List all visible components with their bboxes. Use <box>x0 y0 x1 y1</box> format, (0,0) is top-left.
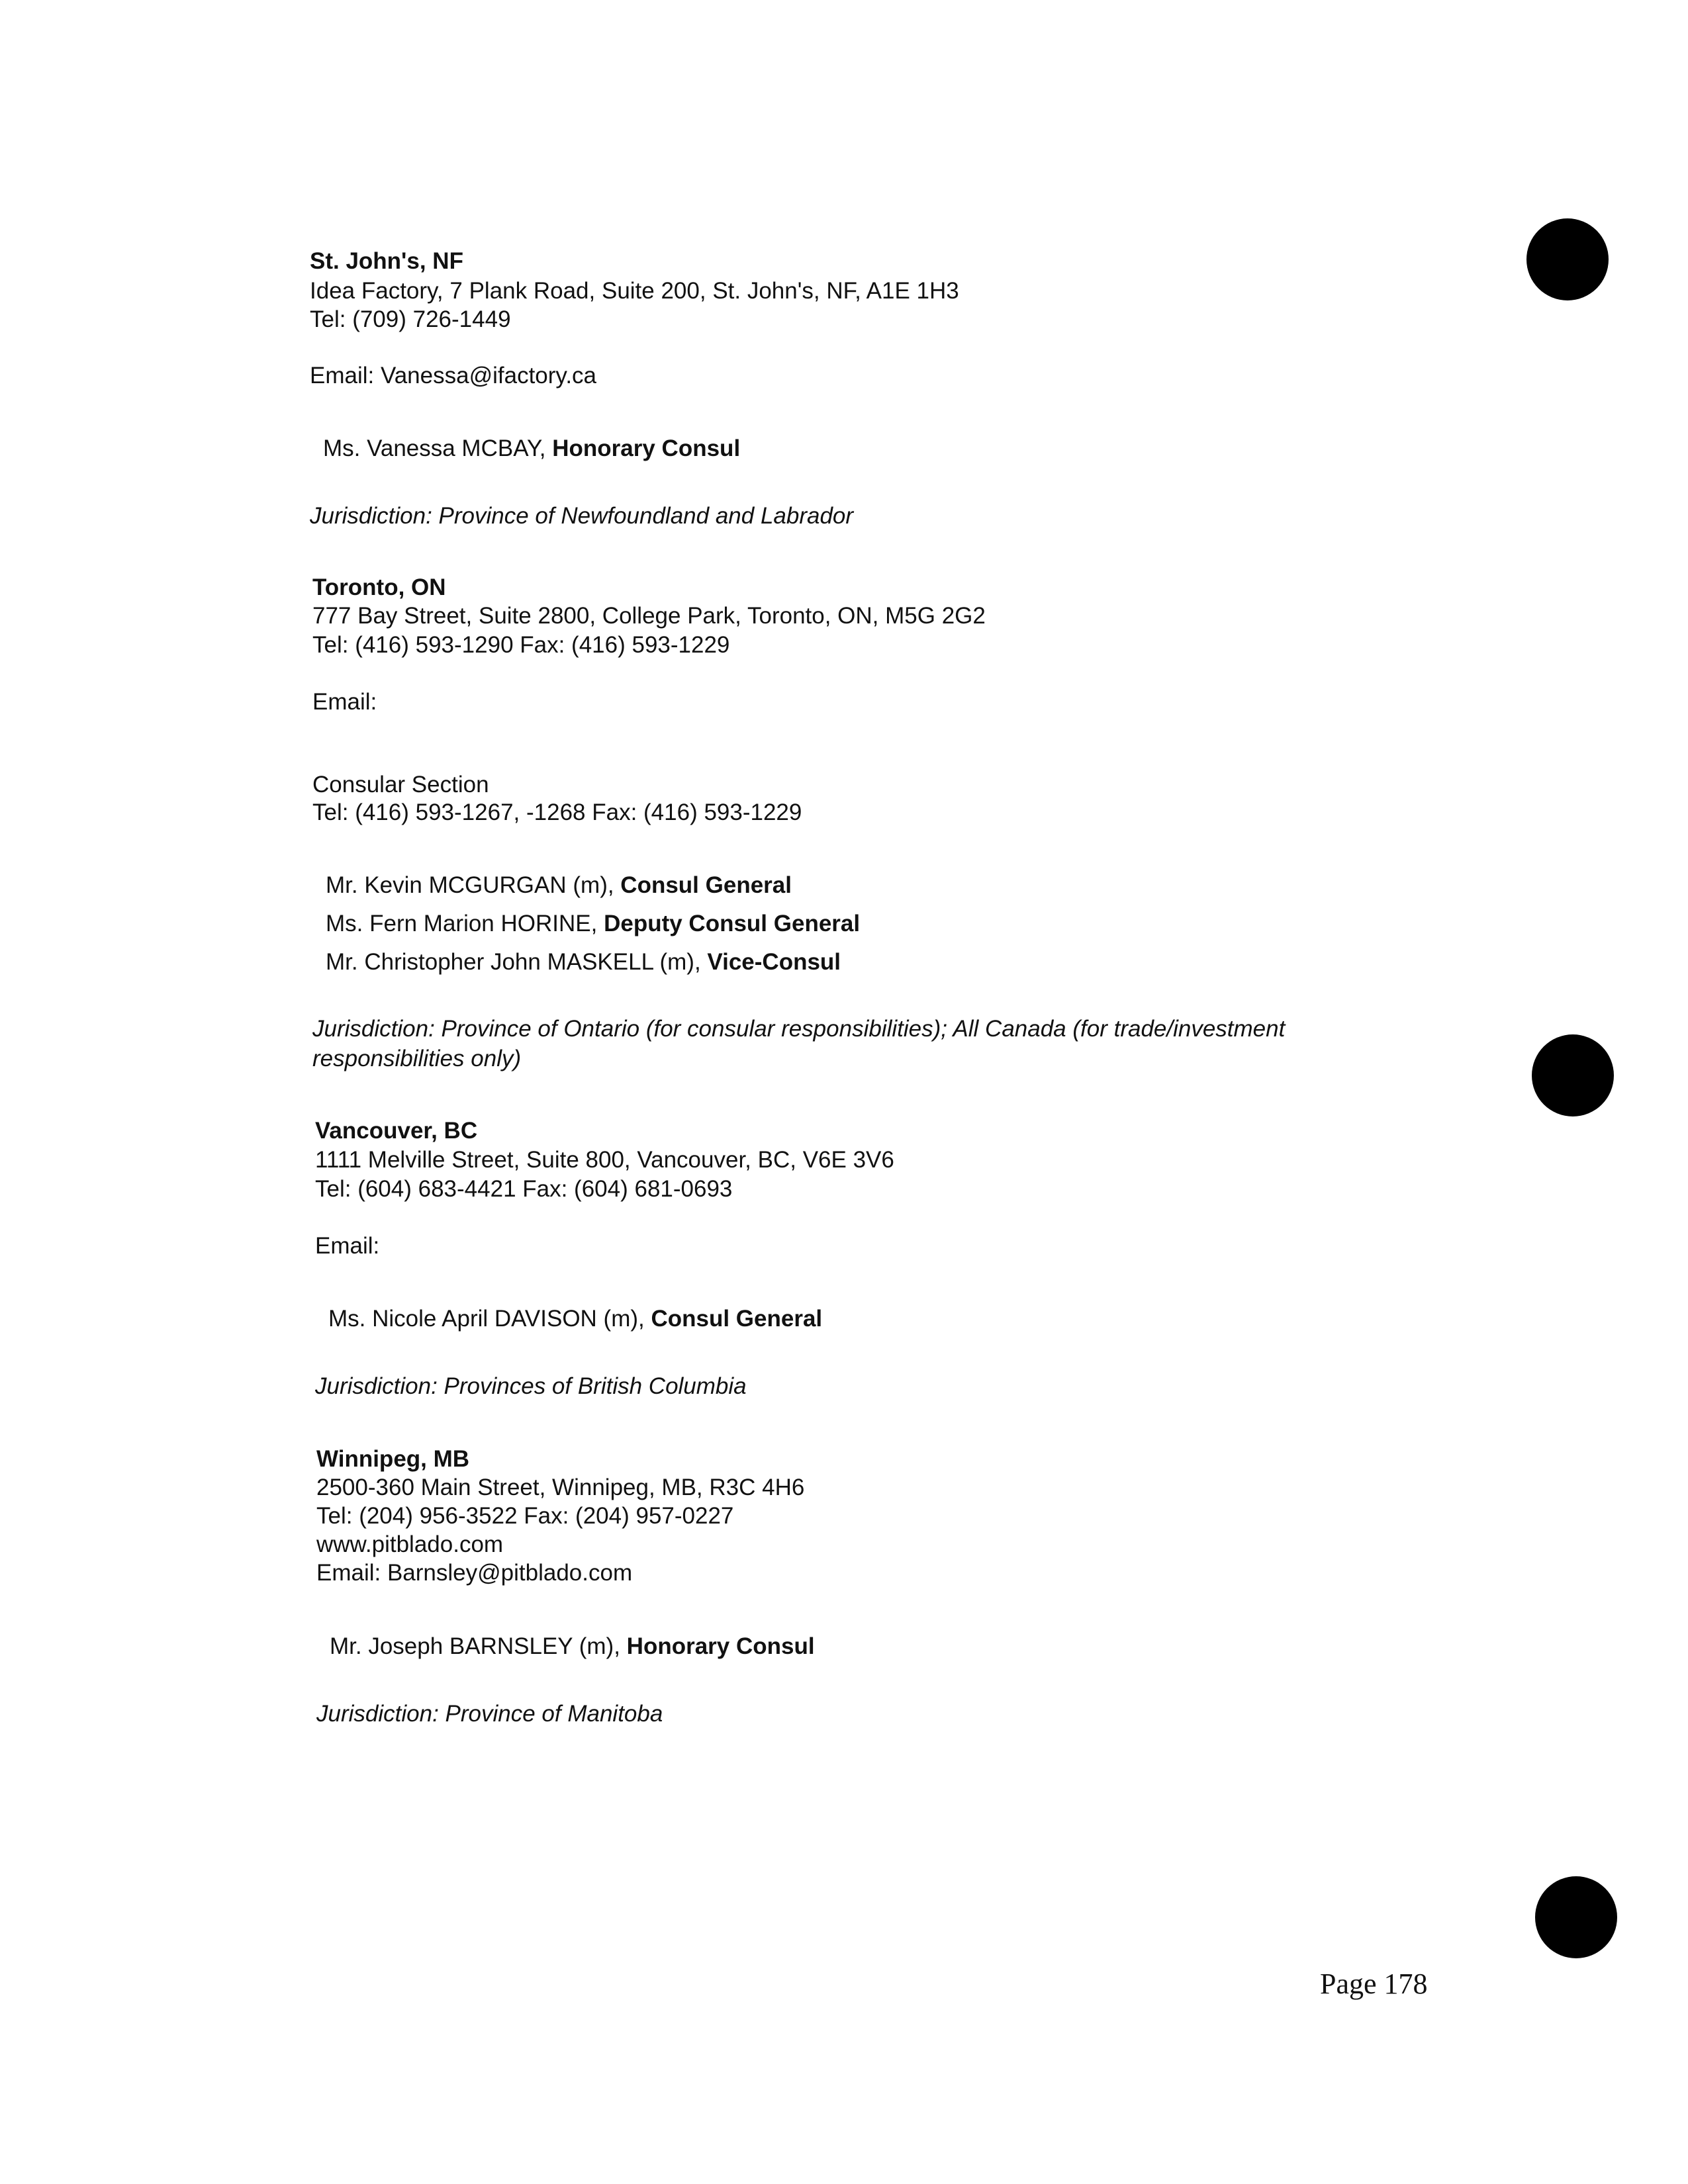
staff-member <box>326 870 792 900</box>
city-heading: Winnipeg, MB <box>316 1446 470 1472</box>
consular-section-title: Consular Section <box>312 772 489 797</box>
staff-title: Vice-Consul <box>707 949 841 975</box>
city-heading: St. John's, NF <box>310 248 463 274</box>
staff-member <box>323 433 740 463</box>
staff-member <box>328 1304 822 1334</box>
address: 2500-360 Main Street, Winnipeg, MB, R3C 4H6 <box>316 1475 805 1500</box>
telephone: Tel: (204) 956-3522 Fax: (204) 957-0227 <box>316 1503 734 1529</box>
website: www.pitblado.com <box>316 1531 504 1557</box>
punch-hole-bottom <box>1535 1876 1617 1958</box>
staff-name: Ms. Fern Marion HORINE, <box>326 911 604 936</box>
staff-member <box>330 1631 815 1661</box>
address: 1111 Melville Street, Suite 800, Vancouver, BC, V6E 3V6 <box>315 1147 894 1173</box>
staff-title: Honorary Consul <box>552 435 741 461</box>
telephone: Tel: (604) 683-4421 Fax: (604) 681-0693 <box>315 1176 733 1202</box>
city-heading: Vancouver, BC <box>315 1118 478 1144</box>
staff-member <box>326 909 860 938</box>
page-number: Page 178 <box>1320 1968 1428 2000</box>
staff-title: Honorary Consul <box>626 1633 815 1659</box>
punch-hole-middle <box>1532 1034 1614 1116</box>
staff-name: Ms. Vanessa MCBAY, <box>323 435 553 461</box>
jurisdiction: Jurisdiction: Province of Manitoba <box>316 1701 663 1727</box>
staff-member <box>326 947 841 977</box>
consular-section-telephone: Tel: (416) 593-1267, -1268 Fax: (416) 593-1229 <box>312 799 802 825</box>
jurisdiction-line-2: responsibilities only) <box>312 1046 522 1071</box>
email: Email: <box>312 689 377 715</box>
staff-title: Consul General <box>620 872 792 898</box>
staff-name: Ms. Nicole April DAVISON (m), <box>328 1306 651 1332</box>
telephone: Tel: (709) 726-1449 <box>310 306 511 332</box>
email: Email: Vanessa@ifactory.ca <box>310 363 597 388</box>
staff-name: Mr. Kevin MCGURGAN (m), <box>326 872 621 898</box>
address: 777 Bay Street, Suite 2800, College Park, Toronto, ON, M5G 2G2 <box>312 603 986 629</box>
staff-title: Consul General <box>651 1306 823 1332</box>
staff-name: Mr. Joseph BARNSLEY (m), <box>330 1633 627 1659</box>
telephone: Tel: (416) 593-1290 Fax: (416) 593-1229 <box>312 632 730 658</box>
jurisdiction: Jurisdiction: Province of Newfoundland and Labrador <box>310 503 854 529</box>
address: Idea Factory, 7 Plank Road, Suite 200, St. John's, NF, A1E 1H3 <box>310 278 959 304</box>
staff-name: Mr. Christopher John MASKELL (m), <box>326 949 708 975</box>
email: Email: <box>315 1233 380 1259</box>
jurisdiction: Jurisdiction: Provinces of British Columbia <box>315 1373 747 1399</box>
punch-hole-top <box>1526 218 1609 300</box>
jurisdiction-line-1: Jurisdiction: Province of Ontario (for consular responsibilities); All Canada (for trade/investment <box>312 1016 1286 1042</box>
email: Email: Barnsley@pitblado.com <box>316 1560 633 1586</box>
staff-title: Deputy Consul General <box>604 911 861 936</box>
city-heading: Toronto, ON <box>312 574 446 600</box>
